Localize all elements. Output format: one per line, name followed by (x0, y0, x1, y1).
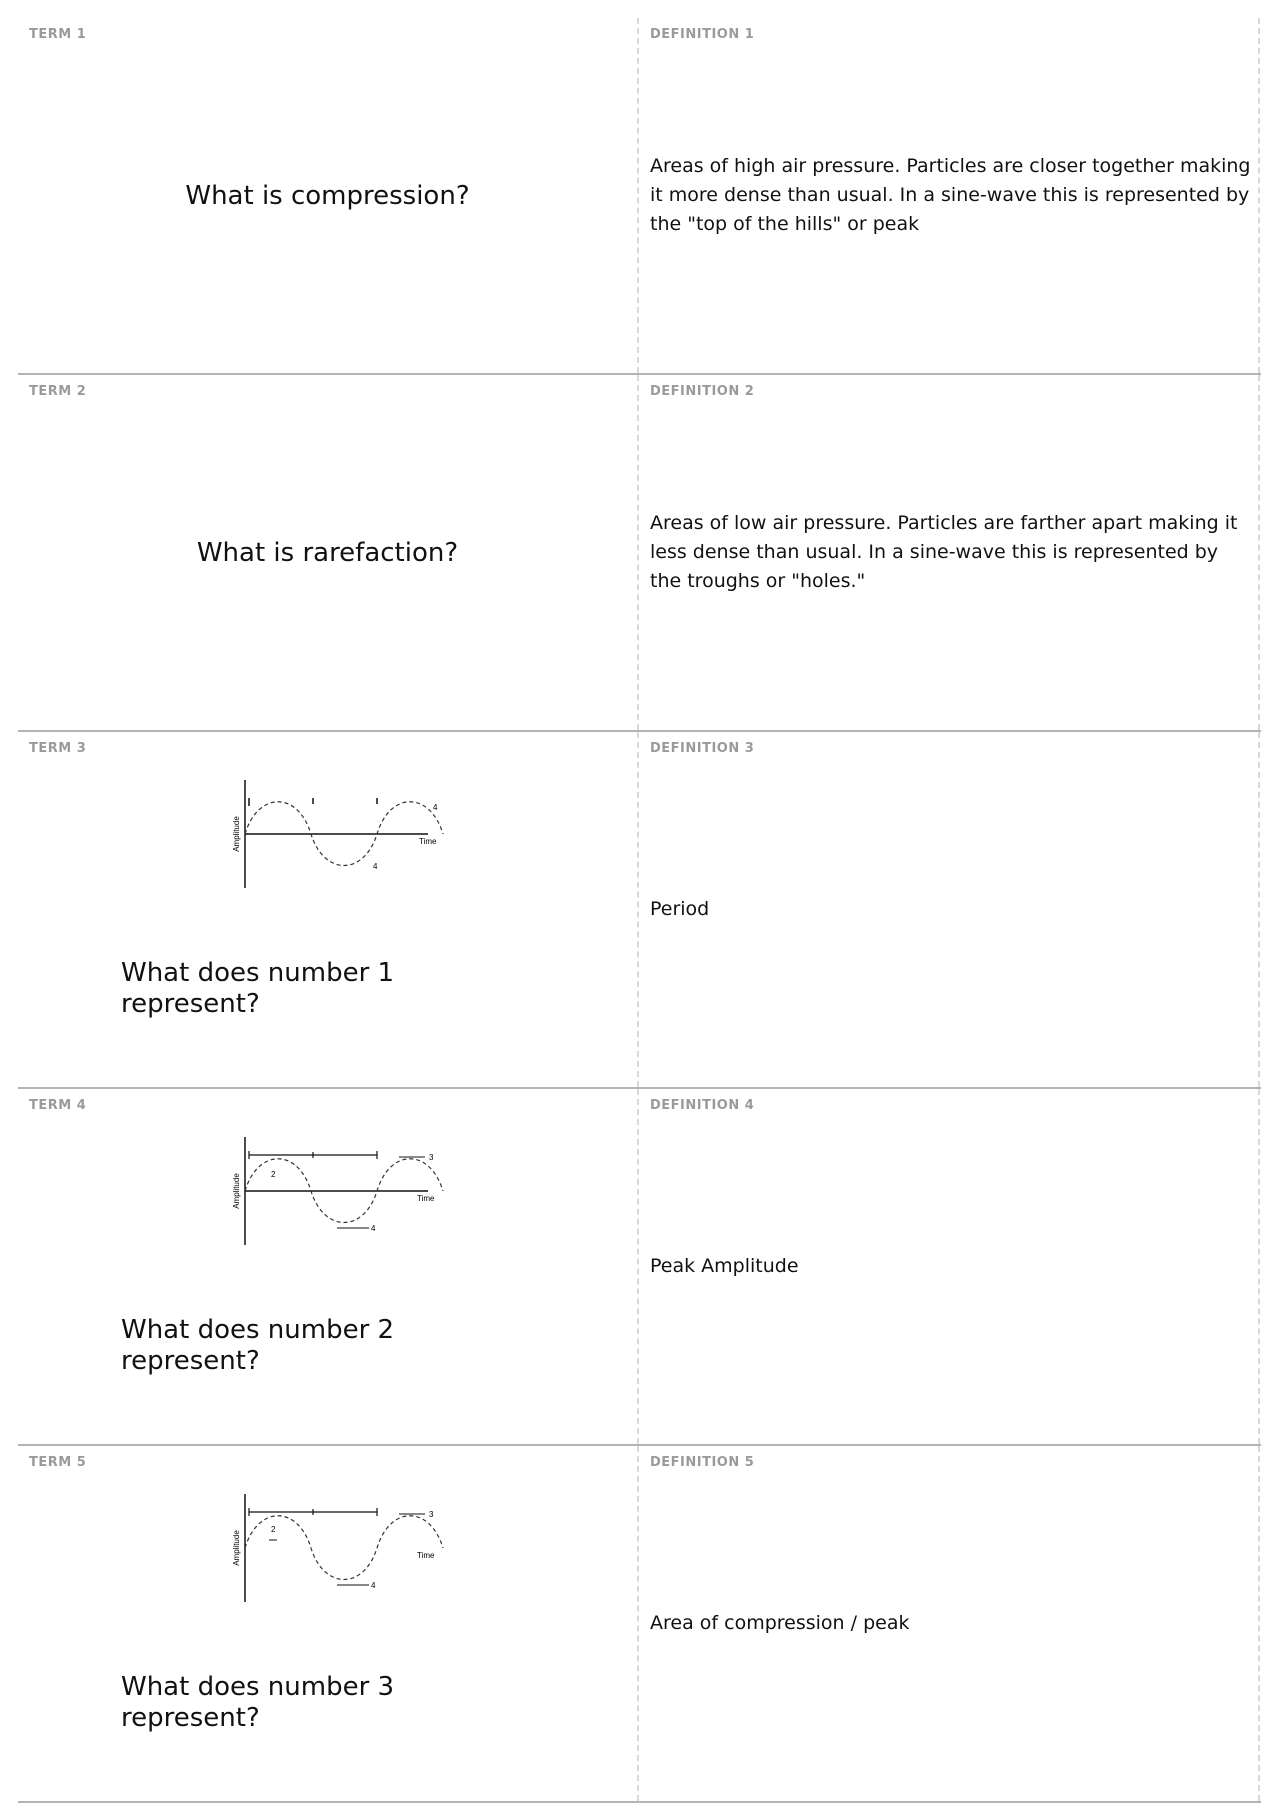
term-tag: TERM 5 (29, 1455, 87, 1470)
y-axis-label: Amplitude (232, 816, 241, 852)
definition-text: Peak Amplitude (650, 1255, 799, 1277)
term-tag: TERM 2 (29, 384, 87, 399)
term-cell-4 (18, 1089, 639, 1444)
definition-text: Areas of low air pressure. Particles are farther apart making it less dense than usual. In a sine-wave this is represented by the troughs or "holes." (650, 512, 1238, 592)
card-row-5 (18, 1446, 1261, 1803)
card-row-3 (18, 732, 1261, 1089)
term-cell-1 (18, 18, 639, 373)
term-tag: TERM 3 (29, 741, 87, 756)
definition-text: Period (650, 898, 710, 920)
marker-label: 4 (433, 803, 438, 812)
sine-wave-figure (203, 776, 453, 892)
definition-tag: DEFINITION 5 (650, 1455, 755, 1470)
term-cell-3 (18, 732, 639, 1087)
sine-wave-figure (203, 1133, 453, 1249)
card-row-1 (18, 18, 1261, 375)
x-axis-label: Time (417, 1194, 435, 1203)
definition-tag: DEFINITION 3 (650, 741, 755, 756)
y-axis-label: Amplitude (232, 1173, 241, 1209)
term-cell-2 (18, 375, 639, 730)
x-axis-label: Time (417, 1551, 435, 1560)
marker-label: 2 (271, 1170, 276, 1179)
definition-cell-2 (639, 375, 1260, 730)
y-axis-label: Amplitude (232, 1530, 241, 1566)
term-text: What is rarefaction? (196, 537, 459, 568)
marker-label: 4 (373, 862, 378, 871)
term-text: What does number 2 represent? (121, 1315, 395, 1376)
marker-label: 2 (271, 1525, 276, 1534)
marker-label: 4 (371, 1581, 376, 1590)
definition-text: Areas of high air pressure. Particles are closer together making it more dense than usual. In a sine-wave this is represented by the "top of the hills" or peak (650, 155, 1251, 235)
term-text: What is compression? (185, 180, 470, 211)
term-tag: TERM 1 (29, 27, 87, 42)
definition-cell-4 (639, 1089, 1260, 1444)
term-text: What does number 1 represent? (121, 958, 395, 1019)
definition-cell-1 (639, 18, 1260, 373)
term-cell-5 (18, 1446, 639, 1801)
marker-label: 4 (371, 1224, 376, 1233)
marker-label: 3 (429, 1510, 434, 1519)
definition-text: Area of compression / peak (650, 1612, 910, 1634)
definition-cell-3 (639, 732, 1260, 1087)
x-axis-label: Time (419, 837, 437, 846)
card-row-4 (18, 1089, 1261, 1446)
definition-tag: DEFINITION 4 (650, 1098, 755, 1113)
definition-tag: DEFINITION 1 (650, 27, 755, 42)
term-text: What does number 3 represent? (121, 1672, 395, 1733)
term-tag: TERM 4 (29, 1098, 87, 1113)
definition-cell-5 (639, 1446, 1260, 1801)
marker-label: 3 (429, 1153, 434, 1162)
definition-tag: DEFINITION 2 (650, 384, 755, 399)
sine-wave-figure (203, 1490, 453, 1606)
card-row-2 (18, 375, 1261, 732)
flashcard-sheet (18, 18, 1261, 1803)
